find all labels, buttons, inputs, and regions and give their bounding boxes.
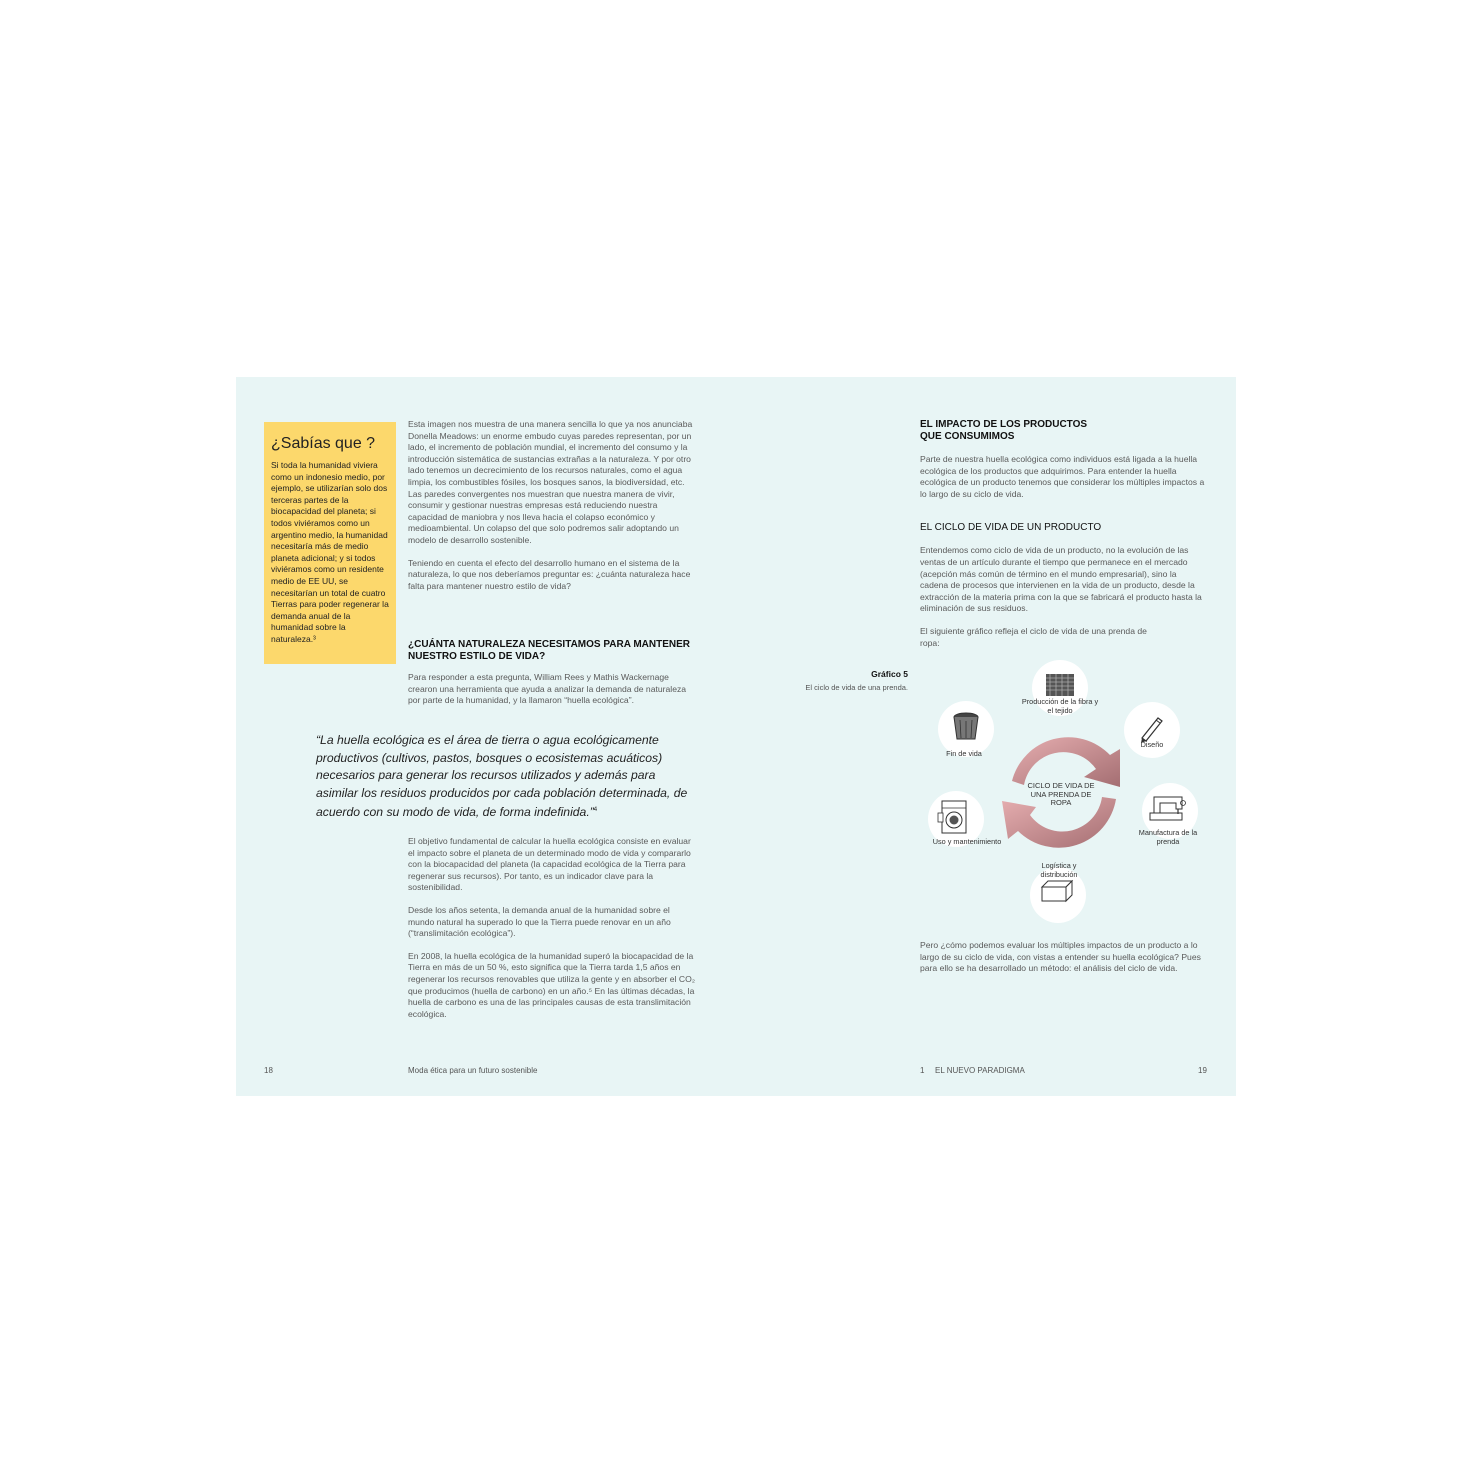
- chapter-title-footer: EL NUEVO PARADIGMA: [935, 1066, 1025, 1075]
- did-you-know-box: [264, 422, 396, 664]
- figure-caption-text: El ciclo de vida de una prenda.: [805, 683, 908, 692]
- cycle-arrow-top: [1012, 737, 1120, 787]
- left-paragraph-1: Esta imagen nos muestra de una manera sencilla lo que ya nos anunciaba Donella Meadows: un enorme embudo cuyas paredes representan, por un lado, el incremento de población mundial, el incremento del consumo y la introducción sistemática de sustancias extrañas a la naturaleza. Y por otro lado tenemos un decrecimiento de los recursos naturales, como el agua limpia, los combustibles fósiles, los bosques sanos, la biodiversidad, etc.: [408, 419, 693, 487]
- right-column: [920, 419, 1205, 649]
- stage-label-use: Uso y mantenimiento: [932, 837, 1002, 846]
- right-paragraph-1: Parte de nuestra huella ecológica como individuos está ligada a la huella ecológica de los productos que adquirimos. Para entender la huella ecológica de un producto tenemos que considerar los múltiples impactos a lo largo de su ciclo de vida.: [920, 454, 1205, 499]
- pencil-icon: [1124, 702, 1180, 758]
- stage-node-design: [1124, 702, 1180, 758]
- stage-label-design: Diseño: [1140, 740, 1164, 749]
- right-page-number: 19: [1198, 1066, 1207, 1075]
- right-paragraph-3: El siguiente gráfico refleja el ciclo de vida de una prenda de ropa:: [920, 625, 1147, 648]
- stage-label-end-of-life: Fin de vida: [946, 749, 982, 758]
- left-heading: ¿CUÁNTA NATURALEZA NECESITAMOS PARA MANTENER NUESTRO ESTILO DE VIDA?: [408, 639, 691, 662]
- chapter-number: 1: [920, 1066, 925, 1075]
- left-page-number: 18: [264, 1066, 273, 1075]
- quote-text: “La huella ecológica es el área de tierra o agua ecológicamente productivos (cultivos, pastos, bosques o ecosistemas acuáticos) necesarios para generar los recursos utilizados y además para asimilar los residuos producidos por cada población determinada, de acuerdo con su modo de vida, de forma indefinida.”: [316, 733, 688, 820]
- right-heading: EL IMPACTO DE LOS PRODUCTOS QUE CONSUMIMOS: [920, 419, 1088, 442]
- figure-label: Gráfico 5: [871, 669, 908, 679]
- left-paragraph-6: Desde los años setenta, la demanda anual de la humanidad sobre el mundo natural ha superado lo que la Tierra puede renovar en un año (“translimitación ecológica”).: [408, 904, 671, 939]
- left-column-top: [408, 419, 698, 603]
- left-section: [408, 639, 698, 707]
- right-paragraph-2: Entendemos como ciclo de vida de un producto, no la evolución de las ventas de un artículo durante el tiempo que permanece en el mercado (acepción más común de término en el mundo empresarial), sino la cadena de procesos que intervienen en la vida de un producto, desde la extracción de la materia prima con la que se fabricará el producto hasta la eliminación de sus residuos.: [920, 545, 1202, 614]
- quote-footnote: 4: [593, 807, 598, 814]
- figure-caption: [760, 669, 908, 692]
- life-cycle-diagram: [920, 655, 1210, 935]
- left-paragraph-3: Teniendo en cuenta el efecto del desarrollo humano en el sistema de la naturaleza, lo que nos deberíamos preguntar es: ¿cuánta naturaleza hace falta para mantener nuestro estilo de vida?: [408, 557, 691, 591]
- pull-quote: [316, 732, 696, 822]
- left-column-bottom: [408, 836, 698, 1031]
- stage-label-logistics: Logística y distribución: [1040, 861, 1078, 879]
- left-paragraph-4: Para responder a esta pregunta, William Rees y Mathis Wackernage crearon una herramienta que ayuda a analizar la demanda de naturaleza por parte de la humanidad, y la llamaron “huella ecológica”.: [408, 672, 687, 706]
- sidebar-title: ¿Sabías que ?: [271, 435, 376, 452]
- cycle-center-label: CICLO DE VIDA DE UNA PRENDA DE ROPA: [1027, 781, 1095, 807]
- right-paragraph-4: Pero ¿cómo podemos evaluar los múltiples impactos de un producto a lo largo de su ciclo de vida, con vistas a entender su huella ecológica? Pues para ello se ha desarrollado un método: el análisis del ciclo de vida.: [920, 940, 1201, 974]
- stage-label-manufacture: Manufactura de la prenda: [1138, 828, 1198, 846]
- right-column-bottom: [920, 940, 1205, 975]
- right-subheading: EL CICLO DE VIDA DE UN PRODUCTO: [920, 522, 1102, 534]
- sidebar-text: Si toda la humanidad viviera como un indonesio medio, por ejemplo, se utilizarían solo dos terceras partes de la biocapacidad del planeta; si todos viviéramos como un argentino medio, la humanidad necesitaría más de medio planeta adicional; y si todos viviéramos como un residente medio de EE UU, se necesitarían un total de cuatro Tierras para poder regenerar la demanda anual de la humanidad sobre la naturaleza.³: [271, 460, 389, 644]
- left-paragraph-7: En 2008, la huella ecológica de la humanidad superó la biocapacidad de la Tierra en más de un 50 %, esto significa que la Tierra tarda 1,5 años en regenerar los recursos renovables que utiliza la gente y en absorber el CO₂ que producimos (huella de carbono) en un año.⁵ En las últimas décadas, la huella de carbono es una de las principales causas de esta translimitación ecológica.: [408, 950, 696, 1019]
- left-paragraph-5: El objetivo fundamental de calcular la huella ecológica consiste en evaluar el impacto sobre el planeta de un determinado modo de vida y compararlo con la biocapacidad del planeta (la capacidad ecológica de la Tierra para regenerar sus recursos). Por tanto, es un indicador clave para la sostenibilidad.: [408, 836, 691, 893]
- left-paragraph-2: Las paredes convergentes nos muestran que nuestra manera de vivir, consumir y gestionar nuestras empresas está reduciendo nuestra capacidad de maniobra y nos lleva hacia el colapso económico y medioambiental. Un colapso del que solo podremos salir adoptando un modelo de desarrollo sostenible.: [408, 488, 679, 545]
- stage-label-production: Producción de la fibra y el tejido: [1021, 697, 1099, 715]
- book-title-footer: Moda ética para un futuro sostenible: [408, 1066, 538, 1075]
